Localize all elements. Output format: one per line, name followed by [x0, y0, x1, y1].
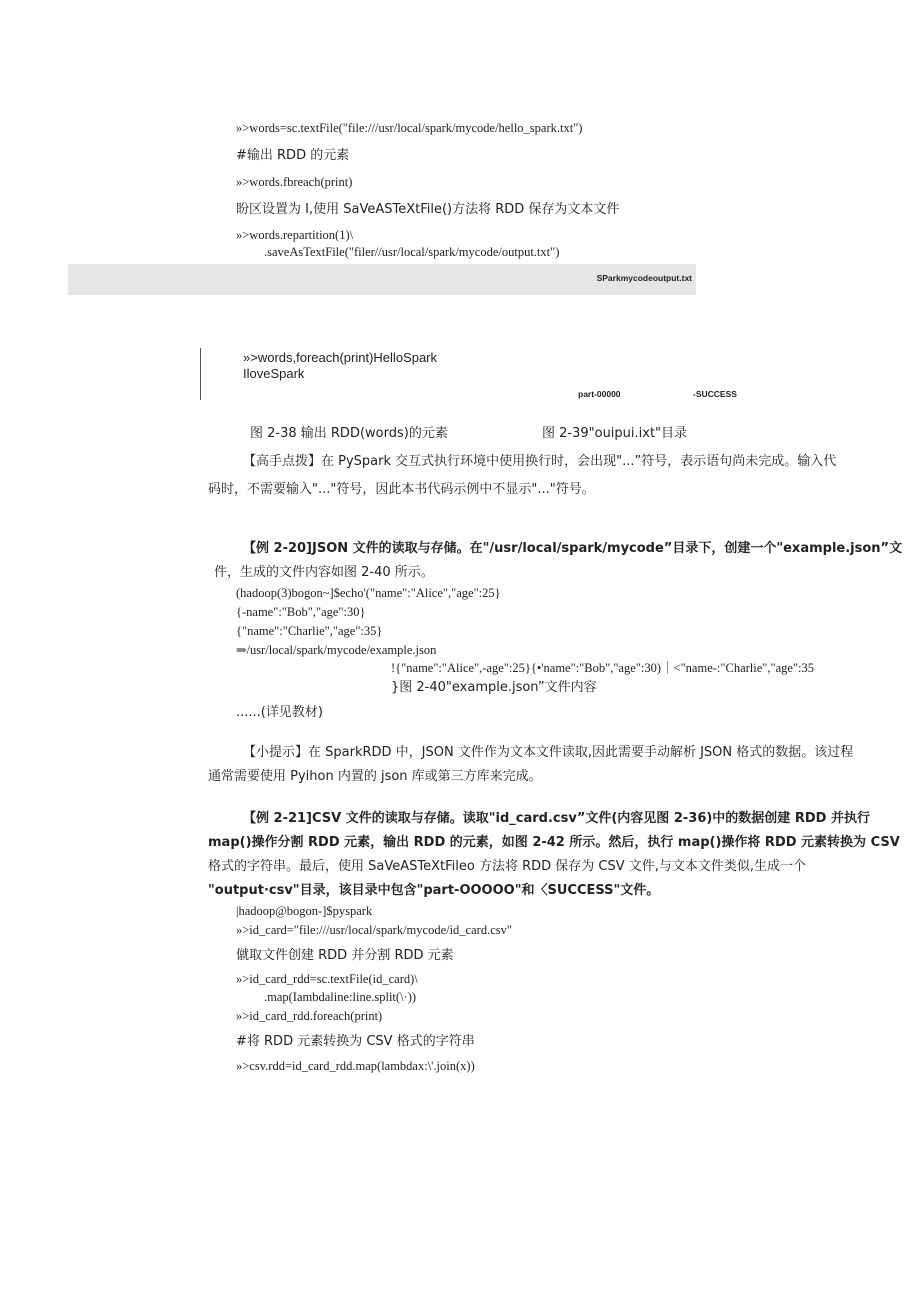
- code-comment: 盼区设置为 I,使用 SaVeASTeXtFile()方法将 RDD 保存为文本文件: [236, 202, 620, 217]
- terminal-output-line: IloveSpark: [243, 366, 305, 381]
- figure-divider: [200, 348, 201, 400]
- code-line: »>words=sc.textFile("file:///usr/local/spark/mycode/hello_spark.txt"): [236, 121, 583, 135]
- path-text: SParkmycodeoutput.txt: [596, 273, 692, 283]
- tip-line: 【小提示】在 SparkRDD 中，JSON 文件作为文本文件读取,因此需要手动解析 JSON 格式的数据。该过程: [243, 745, 854, 760]
- code-comment: #将 RDD 元素转换为 CSV 格式的字符串: [236, 1034, 475, 1049]
- code-line: .saveAsTextFile("filer//usr/local/spark/mycode/output.txt"): [264, 245, 560, 259]
- more-text: ......(详见教材): [236, 705, 323, 720]
- code-line: »>words.fbreach(print): [236, 175, 353, 189]
- code-line: »>words.repartition(1)\: [236, 228, 354, 242]
- code-line: »>csv.rdd=id_card_rdd.map(lambdax:\'.join(x)): [236, 1059, 475, 1073]
- example-text: "output·csv"目录，该目录中包含"part-OOOOO"和〈SUCCESS"文件。: [208, 883, 660, 898]
- tip-line: 通常需要使用 Pyihon 内置的 json 库或第三方库来完成。: [208, 769, 542, 784]
- example-text: 格式的字符串。最后，使用 SaVeASTeXtFileo 方法将 RDD 保存为 CSV 文件,与文本文件类似,生成一个: [208, 859, 807, 874]
- example-text: map()操作分割 RDD 元素，输出 RDD 的元素，如图 2-42 所示。然后，执行 map()操作将 RDD 元素转换为 CSV: [208, 835, 900, 850]
- code-line: |hadoop@bogon-]$pyspark: [236, 904, 373, 918]
- figure-caption: 图 2-38 输出 RDD(words)的元素: [250, 426, 448, 441]
- code-line: {"name":"Charlie","age":35}: [236, 624, 383, 638]
- code-line: »>id_card_rdd.foreach(print): [236, 1009, 383, 1023]
- file-content: !{"name":"Alice",-age":25}{•'name":"Bob","age":30)｜<"name-:"Charlie","age":35: [391, 661, 815, 675]
- code-comment: 僦取文件创建 RDD 并分割 RDD 元素: [236, 948, 454, 963]
- file-entry: -SUCCESS: [693, 389, 737, 399]
- path-bar: [68, 264, 696, 295]
- figure-caption: 图 2-39"ouipui.ixt"目录: [542, 426, 688, 441]
- example-text: 件，生成的文件内容如图 2-40 所示。: [214, 565, 434, 580]
- code-line: .map(Iambdaline:line.split(\·)): [264, 990, 417, 1004]
- code-line: (hadoop(3)bogon~]$echo'("name":"Alice","age":25}: [236, 586, 501, 600]
- code-comment: #输出 RDD 的元素: [236, 148, 350, 163]
- code-line: ⇒/usr/local/spark/mycode/example.json: [236, 643, 437, 657]
- code-line: »>id_card_rdd=sc.textFile(id_card)\: [236, 972, 418, 986]
- code-line: »>id_card="file:///usr/local/spark/mycode/id_card.csv": [236, 923, 512, 937]
- figure-caption: }图 2-40"example.json”文件内容: [391, 680, 597, 695]
- tip-line: 【高手点拨】在 PySpark 交互式执行环境中使用换行时，会出现"...”符号，表示语句尚未完成。输入代: [243, 454, 837, 469]
- file-entry: part-00000: [578, 389, 621, 399]
- example-heading: 【例 2-21]CSV 文件的读取与存储。读取"id_card.csv”文件(内容见图 2-36)中的数据创建 RDD 并执行: [243, 811, 870, 826]
- example-heading: 【例 2-20]JSON 文件的读取与存储。在"/usr/local/spark/mycode”目录下，创建一个"example.json”文: [243, 541, 903, 556]
- tip-line: 码时，不需要输入"..."符号，因此本书代码示例中不显示"..."符号。: [208, 482, 595, 497]
- code-line: {-name":"Bob","age":30}: [236, 605, 366, 619]
- terminal-output-line: »>words,foreach(print)HelloSpark: [243, 350, 438, 365]
